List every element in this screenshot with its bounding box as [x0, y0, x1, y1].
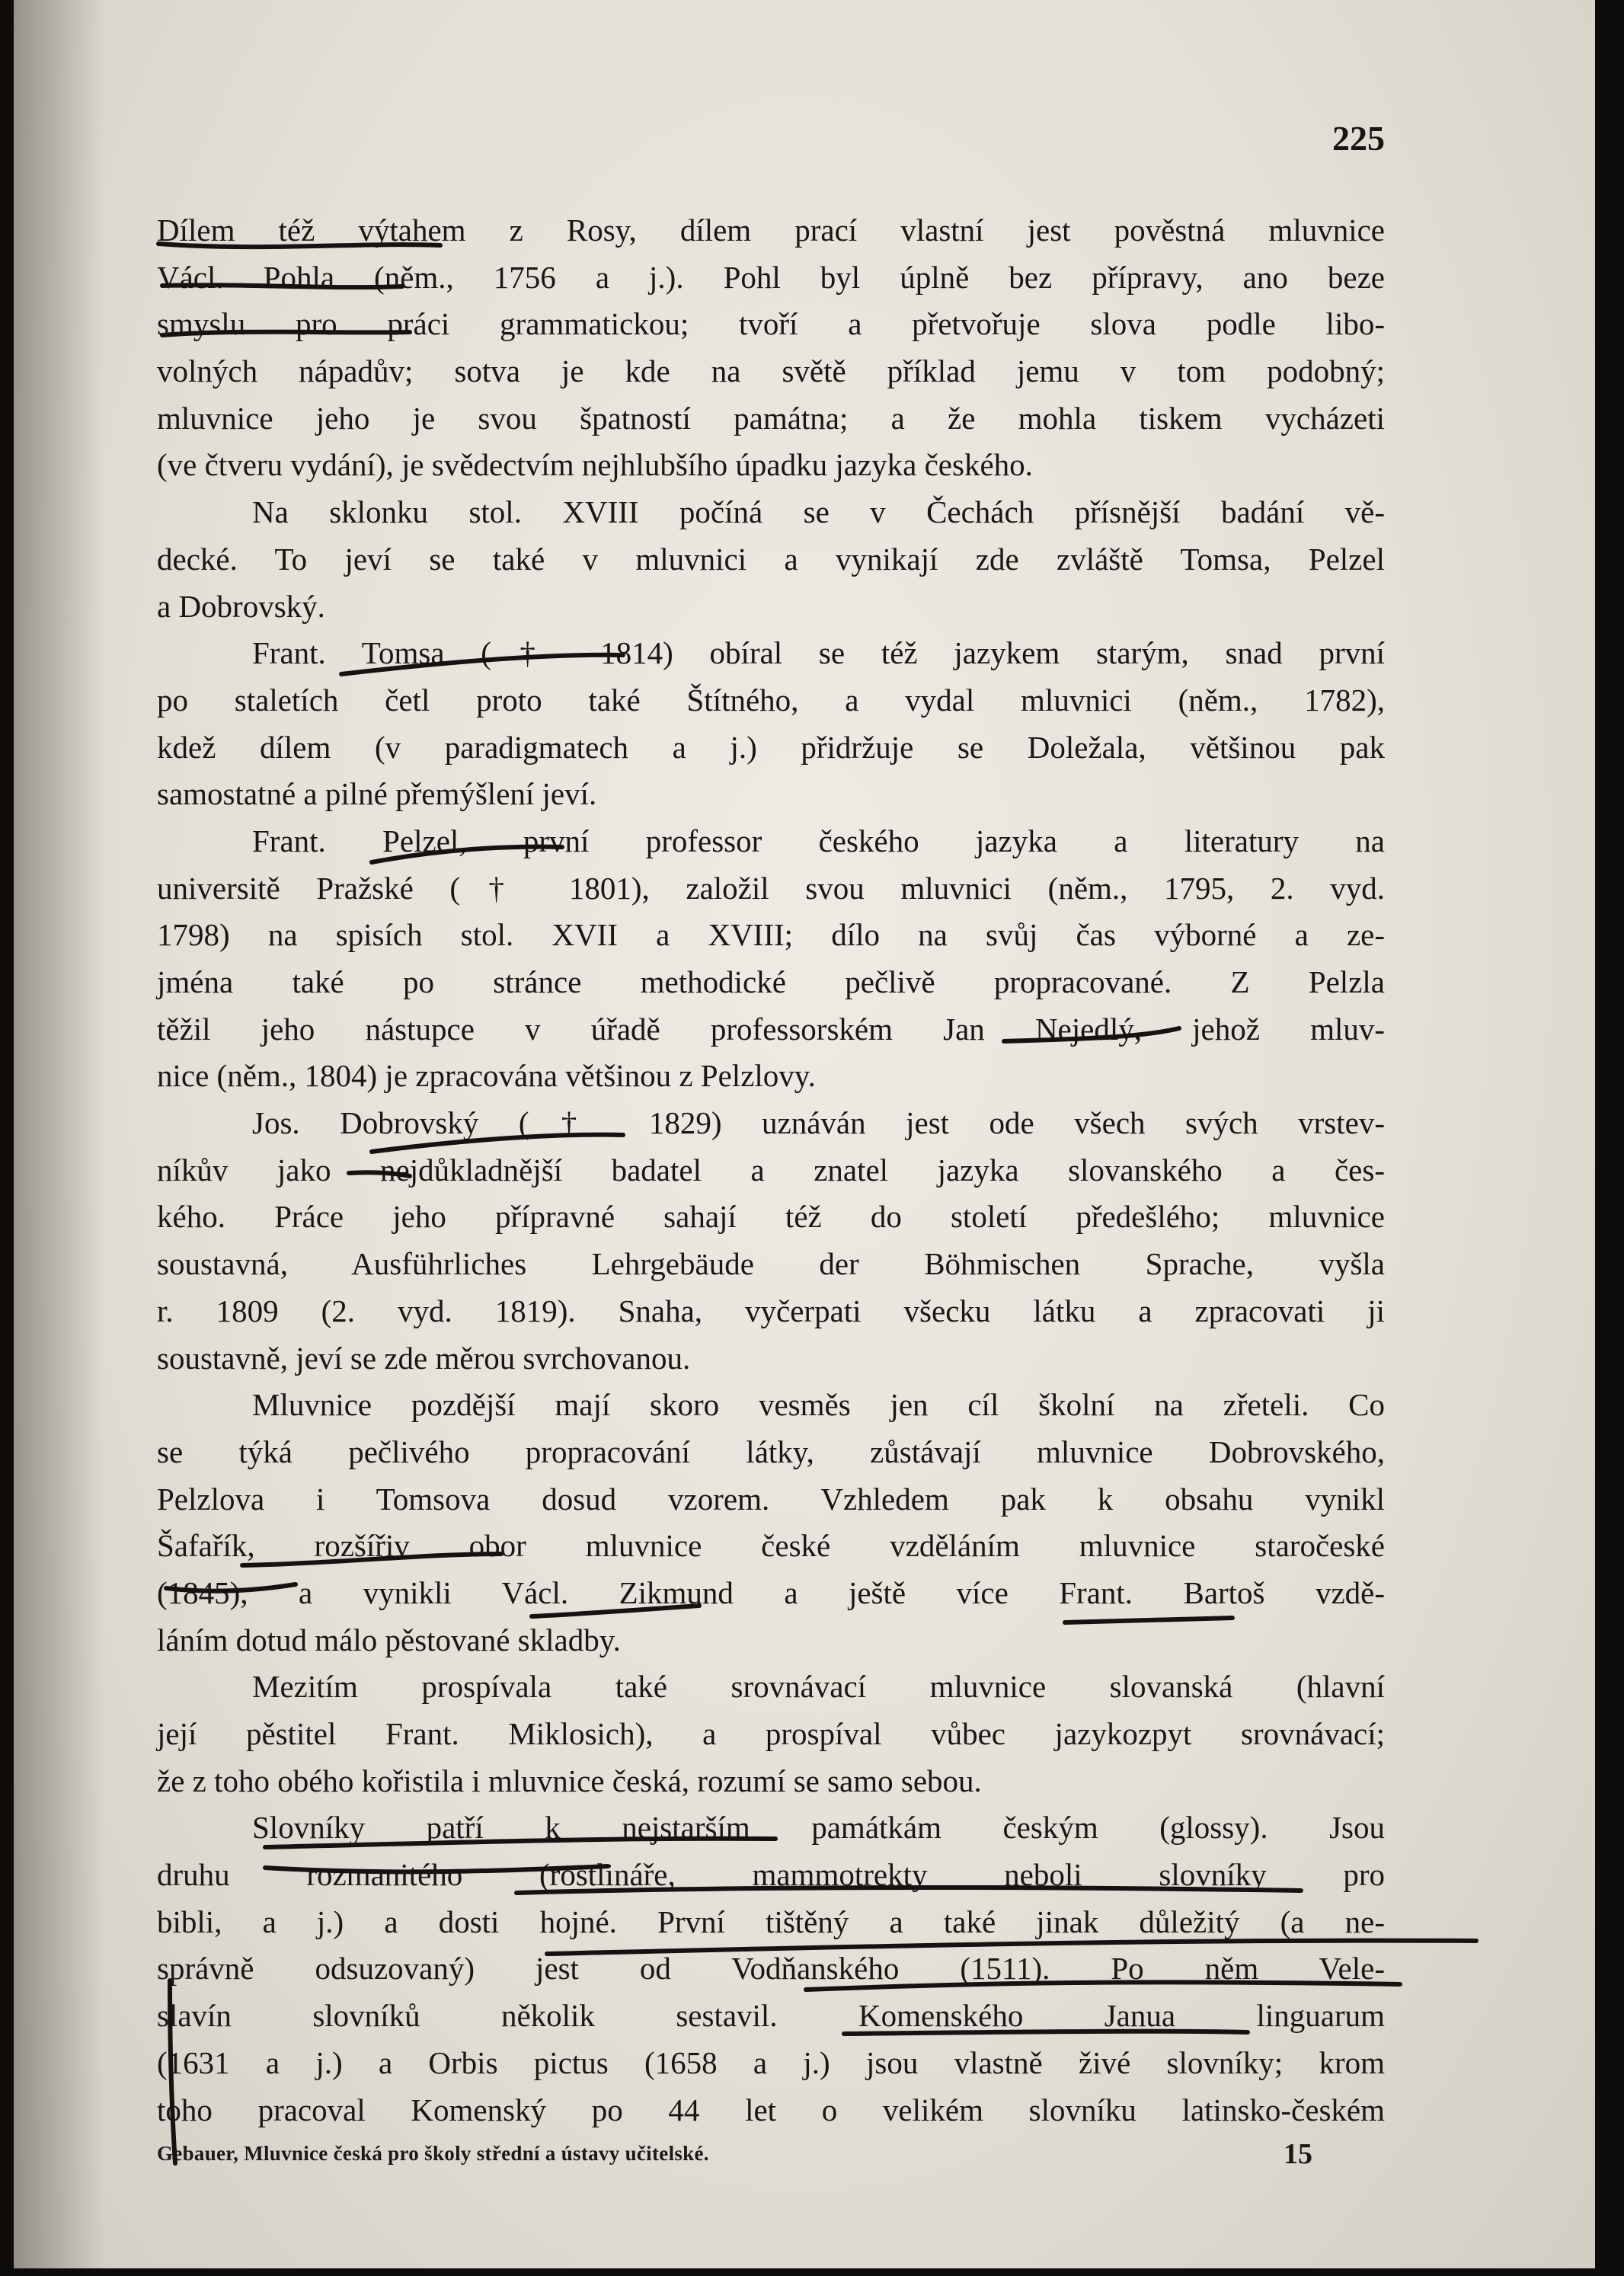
text-line: kého. Práce jeho přípravné sahají též do století předešlého; mluvnice: [157, 1199, 1385, 1235]
text-line: druhu rozmanitého (rostlináře, mammotrekty neboli slovníky pro: [157, 1857, 1385, 1893]
text-line: Mezitím prospívala také srovnávací mluvnice slovanská (hlavní: [252, 1669, 1385, 1705]
text-line: 1798) na spisích stol. XVII a XVIII; dílo na svůj čas výborné a ze-: [157, 917, 1385, 953]
body-text: [157, 207, 1385, 2134]
text-line: Frant. Tomsa († 1814) obíral se též jazykem starým, snad první: [252, 635, 1385, 671]
text-line: mluvnice jeho je svou špatností památna; a že mohla tiskem vycházeti: [157, 400, 1385, 436]
text-line: Frant. Pelzel, první professor českého jazyka a literatury na: [252, 823, 1385, 858]
text-line: (1845), a vynikli Václ. Zikmund a ještě více Frant. Bartoš vzdě-: [157, 1574, 1385, 1610]
text-line: kdež dílem (v paradigmatech a j.) přidržuje se Doležala, většinou pak: [157, 729, 1385, 765]
sheet-number: 15: [1284, 2138, 1312, 2170]
page-edge-shadow: [14, 0, 105, 2268]
text-line: a Dobrovský.: [157, 588, 325, 624]
text-line: Slovníky patří k nejstarším památkám českým (glossy). Jsou: [252, 1810, 1385, 1846]
book-page: [14, 0, 1595, 2268]
text-line: soustavná, Ausführliches Lehrgebäude der Böhmischen Sprache, vyšla: [157, 1246, 1385, 1282]
text-line: soustavně, jeví se zde měrou svrchovanou.: [157, 1340, 691, 1376]
footer-book-title: Gebauer, Mluvnice česká pro školy střední a ústavy učitelské.: [157, 2142, 709, 2165]
text-line: Václ. Pohla (něm., 1756 a j.). Pohl byl úplně bez přípravy, ano beze: [157, 259, 1385, 295]
text-line: slavín slovníků několik sestavil. Komenského Janua linguarum: [157, 1998, 1385, 2034]
text-line: správně odsuzovaný) jest od Vodňanského (1511). Po něm Vele-: [157, 1951, 1385, 1987]
text-line: těžil jeho nástupce v úřadě professorském Jan Nejedlý, jehož mluv-: [157, 1011, 1385, 1047]
text-line: po staletích četl proto také Štítného, a vydal mluvnici (něm., 1782),: [157, 682, 1385, 718]
text-line: Pelzlova i Tomsova dosud vzorem. Vzhledem pak k obsahu vynikl: [157, 1481, 1385, 1517]
text-line: Šafařík, rozšířiv obor mluvnice české vzděláním mluvnice staročeské: [157, 1528, 1385, 1564]
text-line: nice (něm., 1804) je zpracována většinou z Pelzlovy.: [157, 1058, 816, 1094]
text-line: samostatné a pilné přemýšlení jeví.: [157, 776, 597, 812]
text-line: decké. To jeví se také v mluvnici a vynikají zde zvláště Tomsa, Pelzel: [157, 541, 1385, 577]
text-line: toho pracoval Komenský po 44 let o velikém slovníku latinsko-českém: [157, 2092, 1385, 2127]
text-line: Jos. Dobrovský († 1829) uznáván jest ode všech svých vrstev-: [252, 1105, 1385, 1141]
page-number: 225: [1332, 119, 1385, 158]
text-line: Mluvnice pozdější mají skoro vesměs jen cíl školní na zřeteli. Co: [252, 1387, 1385, 1423]
text-line: volných nápadův; sotva je kde na světě příklad jemu v tom podobný;: [157, 353, 1385, 389]
text-line: níkův jako nejdůkladnější badatel a znatel jazyka slovanského a čes-: [157, 1152, 1385, 1188]
text-line: láním dotud málo pěstované skladby.: [157, 1622, 621, 1657]
page-footer: [157, 2138, 1385, 2180]
text-line: smyslu pro práci grammatickou; tvoří a přetvořuje slova podle libo-: [157, 306, 1385, 342]
text-line: jména také po stránce methodické pečlivě propracované. Z Pelzla: [157, 964, 1385, 999]
text-line: bibli, a j.) a dosti hojné. První tištěný a také jinak důležitý (a ne-: [157, 1904, 1385, 1939]
text-line: Na sklonku stol. XVIII počíná se v Čechách přísnější badání vě-: [252, 494, 1385, 530]
text-line: že z toho obého kořistila i mluvnice česká, rozumí se samo sebou.: [157, 1763, 982, 1798]
text-line: r. 1809 (2. vyd. 1819). Snaha, vyčerpati všecku látku a zpracovati ji: [157, 1293, 1385, 1328]
text-line: universitě Pražské († 1801), založil svou mluvnici (něm., 1795, 2. vyd.: [157, 870, 1385, 906]
text-line: Dílem též výtahem z Rosy, dílem prací vlastní jest pověstná mluvnice: [157, 213, 1385, 248]
text-line: její pěstitel Frant. Miklosich), a prospíval vůbec jazykozpyt srovnávací;: [157, 1716, 1385, 1751]
text-line: (ve čtveru vydání), je svědectvím nejhlubšího úpadku jazyka českého.: [157, 447, 1033, 483]
text-line: (1631 a j.) a Orbis pictus (1658 a j.) jsou vlastně živé slovníky; krom: [157, 2044, 1385, 2080]
text-line: se týká pečlivého propracování látky, zůstávají mluvnice Dobrovského,: [157, 1434, 1385, 1469]
